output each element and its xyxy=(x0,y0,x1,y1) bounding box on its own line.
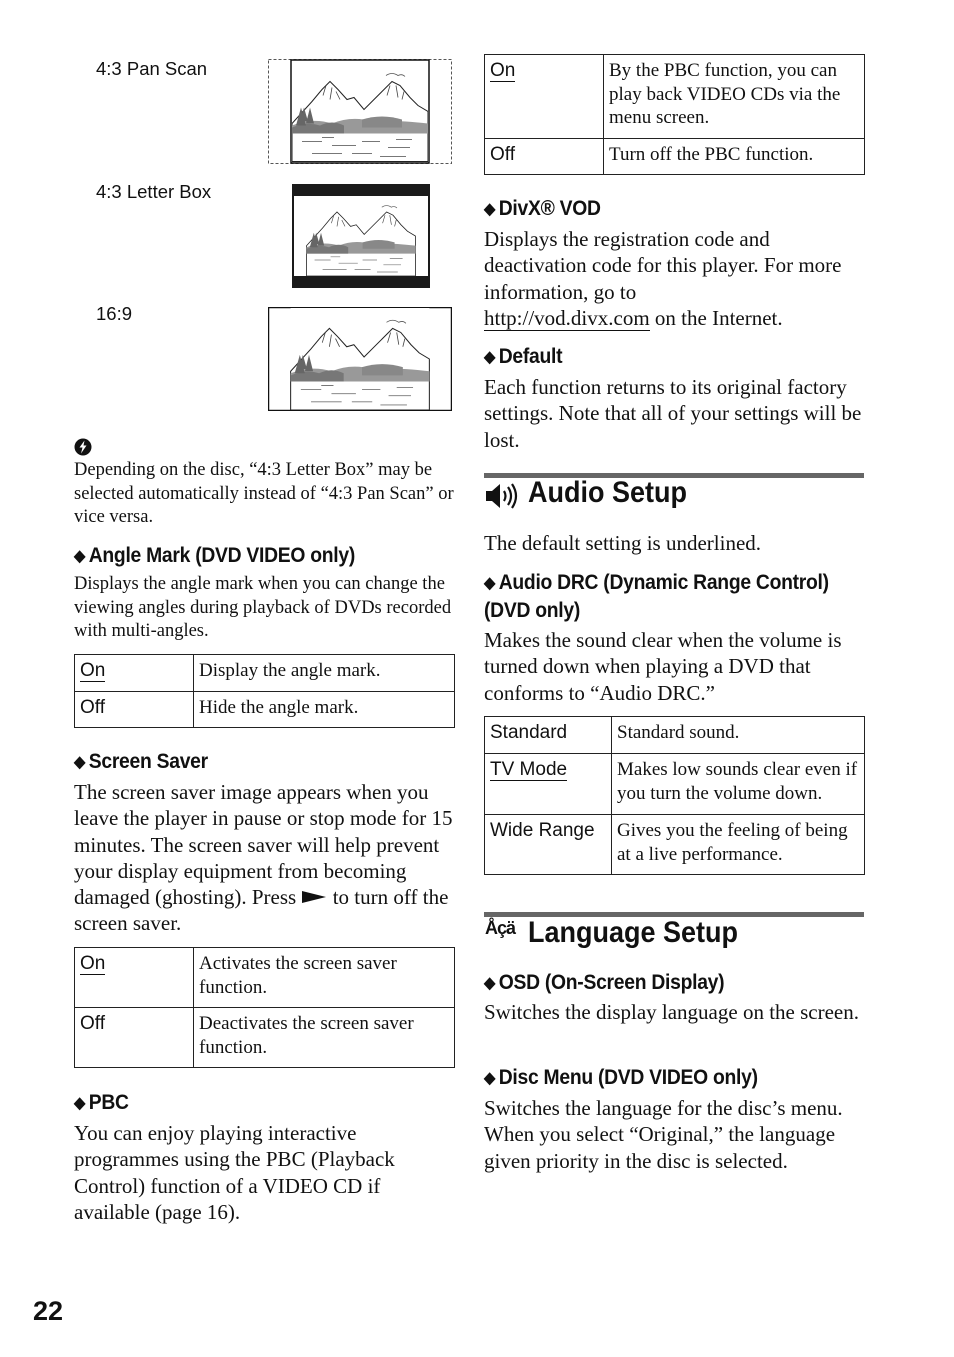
language-icon: Åçä xyxy=(485,918,516,938)
option-key: TV Mode xyxy=(490,759,568,780)
default-heading: ◆ Default xyxy=(484,345,563,368)
table-row xyxy=(75,692,455,728)
divx-description: Displays the registration code and deactivation code for this player. For more information, go to http://vod.divx.com on the Internet. xyxy=(484,227,842,330)
audio-drc-heading-line2: (DVD only) xyxy=(484,599,580,622)
divx-heading: ◆ DivX® VOD xyxy=(484,197,601,220)
pan-scan-label: 4:3 Pan Scan xyxy=(96,58,208,79)
pbc-heading: ◆ PBC xyxy=(74,1091,129,1114)
default-description: Each function returns to its original factory settings. Note that all of your settings will be lost. xyxy=(484,375,862,452)
option-key: Off xyxy=(75,1008,194,1068)
pbc-description: You can enjoy playing interactive programmes using the PBC (Playback Control) function of a VIDEO CD if available (page 16). xyxy=(74,1121,395,1224)
option-value: Turn off the PBC function. xyxy=(604,139,865,175)
angle-mark-heading: ◆ Angle Mark (DVD VIDEO only) xyxy=(74,544,356,567)
option-value: Makes low sounds clear even if you turn the volume down. xyxy=(612,754,865,815)
option-value: Deactivates the screen saver function. xyxy=(194,1008,455,1068)
table-row xyxy=(75,1008,455,1068)
audio-setup-title: Audio Setup xyxy=(528,476,687,509)
osd-description: Switches the display language on the screen. xyxy=(484,1000,859,1024)
option-key: On xyxy=(80,660,106,681)
pbc-table xyxy=(484,54,865,175)
wide-label: 16:9 xyxy=(96,303,133,324)
disc-menu-heading: ◆ Disc Menu (DVD VIDEO only) xyxy=(484,1066,758,1089)
tip-icon xyxy=(74,438,92,456)
option-value: Display the angle mark. xyxy=(194,655,455,692)
option-key: Off xyxy=(75,692,194,728)
option-key: Standard xyxy=(485,717,612,754)
table-row xyxy=(485,55,865,139)
wide-illustration xyxy=(268,307,452,411)
audio-setup-intro: The default setting is underlined. xyxy=(484,531,762,555)
audio-drc-description: Makes the sound clear when the volume is turned down when playing a DVD that conforms to “Audio DRC.” xyxy=(484,628,842,705)
audio-drc-heading: ◆ Audio DRC (Dynamic Range Control) xyxy=(484,571,829,594)
screen-saver-description: The screen saver image appears when you leave the player in pause or stop mode for 15 minutes. The screen saver will help prevent your display equipment from becoming damaged (ghosting). Press to turn off the screen saver. xyxy=(74,780,453,936)
angle-mark-table xyxy=(74,654,455,728)
play-icon xyxy=(301,890,327,904)
disc-menu-description: Switches the language for the disc’s menu. When you select “Original,” the language given priority in the disc is selected. xyxy=(484,1096,843,1173)
divx-link[interactable]: http://vod.divx.com xyxy=(484,305,650,330)
audio-drc-table xyxy=(484,716,865,875)
table-row xyxy=(75,655,455,692)
option-key: On xyxy=(490,60,516,81)
pan-scan-illustration xyxy=(268,59,452,164)
table-row xyxy=(485,815,865,875)
table-row xyxy=(485,754,865,815)
tip-text: Depending on the disc, “4:3 Letter Box” may be selected automatically instead of “4:3 Pan Scan” or vice versa. xyxy=(74,460,454,527)
letter-box-illustration xyxy=(292,184,430,288)
option-value: Hide the angle mark. xyxy=(194,692,455,728)
screen-saver-heading: ◆ Screen Saver xyxy=(74,750,208,773)
letter-box-label: 4:3 Letter Box xyxy=(96,181,212,202)
table-row xyxy=(485,139,865,175)
osd-heading: ◆ OSD (On-Screen Display) xyxy=(484,971,725,994)
page-number: 22 xyxy=(33,1296,64,1326)
option-key: Off xyxy=(485,139,604,175)
option-value: Standard sound. xyxy=(612,717,865,754)
option-key: Wide Range xyxy=(485,815,612,875)
speaker-icon xyxy=(484,481,518,511)
option-key: On xyxy=(80,953,106,974)
language-setup-title: Language Setup xyxy=(528,916,739,949)
table-row xyxy=(75,948,455,1008)
angle-mark-description: Displays the angle mark when you can change the viewing angles during playback of DVDs recorded with multi-angles. xyxy=(74,574,452,641)
option-value: By the PBC function, you can play back VIDEO CDs via the menu screen. xyxy=(604,55,865,139)
option-value: Activates the screen saver function. xyxy=(194,948,455,1008)
option-value: Gives you the feeling of being at a live performance. xyxy=(612,815,865,875)
screen-saver-table xyxy=(74,947,455,1068)
table-row xyxy=(485,717,865,754)
